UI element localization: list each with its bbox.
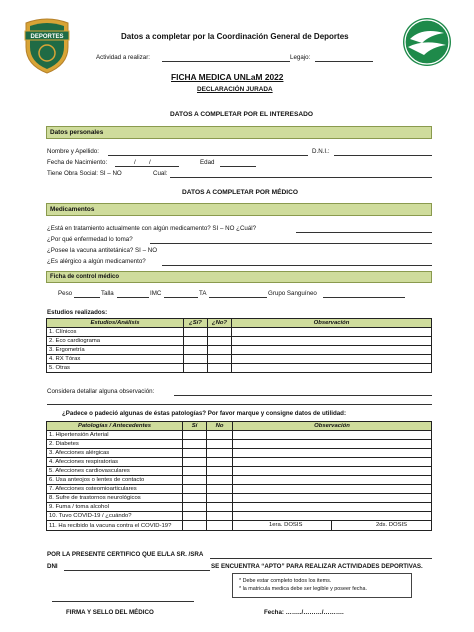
obra-social-label: Tiene Obra Social: SI – NO xyxy=(47,170,122,177)
table-row: 11. Ha recibido la vacuna contra el COVID-19? 1era. DOSIS 2ds. DOSIS xyxy=(47,521,432,531)
ta-field[interactable] xyxy=(209,297,267,298)
note-1: * Debe estar completo todos los items. xyxy=(239,578,332,584)
antitetanica-question: ¿Posee la vacuna antitetánica? SI – NO xyxy=(47,247,158,254)
deportes-logo xyxy=(22,17,72,75)
header-title: Datos a completar por la Coordinación General de Deportes xyxy=(121,32,349,41)
table-row: 7. Afecciones osteomioarticulares xyxy=(47,485,432,494)
medico-title: DATOS A COMPLETAR POR MÉDICO xyxy=(182,189,299,196)
cual-field[interactable] xyxy=(170,177,432,178)
enfermedad-question: ¿Por qué enfermedad lo toma? xyxy=(47,236,133,243)
apto-text: SE ENCUENTRA “APTO” PARA REALIZAR ACTIVIDADES DEPORTIVAS. xyxy=(211,563,423,570)
firma-line[interactable] xyxy=(52,601,194,602)
doc-title: FICHA MEDICA UNLaM 2022 xyxy=(171,72,284,82)
legajo-field[interactable] xyxy=(315,61,373,62)
edad-field[interactable] xyxy=(220,166,256,167)
notes-box xyxy=(232,573,412,598)
table-row: 10. Tuvo COVID-19 / ¿cuándo? xyxy=(47,512,432,521)
certifico-label: POR LA PRESENTE CERTIFICO QUE EL/LA SR. /SRA xyxy=(47,551,204,558)
nombre-label: Nombre y Apellido: xyxy=(47,148,99,155)
logo-text: DEPORTES xyxy=(30,34,64,40)
table-row: 2. Diabetes xyxy=(47,440,432,449)
observacion-header: Observación xyxy=(232,319,432,328)
cual-label: Cual: xyxy=(153,170,168,177)
patologias-header: Patologías / Antecedentes xyxy=(47,422,183,431)
dni-footer-label: DNI xyxy=(47,563,58,570)
talla-label: Talla xyxy=(101,290,114,297)
medicamento-question: ¿Está en tratamiento actualmente con algún medicamento? SI – NO ¿Cuál? xyxy=(47,225,257,232)
imc-field[interactable] xyxy=(164,297,198,298)
table-row: 4. RX Tórax xyxy=(47,355,432,364)
considera-field-2[interactable] xyxy=(47,404,432,405)
patologias-table xyxy=(46,421,432,531)
actividad-field[interactable] xyxy=(162,61,290,62)
certifico-field[interactable] xyxy=(210,558,432,559)
estudios-label: Estudios realizados: xyxy=(47,309,108,316)
si-header: Sí xyxy=(183,422,207,431)
table-row: 5. Afecciones cardiovasculares xyxy=(47,467,432,476)
table-row: 5. Otras xyxy=(47,364,432,373)
fecha-footer[interactable]: Fecha: ……../………/………. xyxy=(264,609,344,616)
dosis-2[interactable]: 2ds. DOSIS xyxy=(376,522,408,528)
table-row: 3. Ergometría xyxy=(47,346,432,355)
fecha-field[interactable] xyxy=(115,166,179,167)
table-row: 9. Fuma / toma alcohol xyxy=(47,503,432,512)
alergico-question: ¿Es alérgico a algún medicamento? xyxy=(47,258,146,265)
firma-label: FIRMA Y SELLO DEL MÉDICO xyxy=(66,609,154,616)
medicamentos-bar: Medicamentos xyxy=(46,203,432,216)
fecha-label: Fecha de Nacimiento: xyxy=(47,159,108,166)
dosis-1[interactable]: 1era. DOSIS xyxy=(233,521,332,530)
table-row: 1. Hipertensión Arterial xyxy=(47,431,432,440)
peso-field[interactable] xyxy=(74,297,100,298)
dni-label: D.N.I.: xyxy=(312,148,330,155)
dni-footer-field[interactable] xyxy=(64,570,210,571)
alergico-field[interactable] xyxy=(162,265,432,266)
considera-field[interactable] xyxy=(174,395,432,396)
doc-subtitle: DECLARACIÓN JURADA xyxy=(197,86,273,93)
interesado-title: DATOS A COMPLETAR POR EL INTERESADO xyxy=(170,111,313,118)
imc-label: IMC xyxy=(150,290,162,297)
fecha-sep-2: / xyxy=(149,159,151,166)
unlam-logo xyxy=(400,17,454,67)
medicamento-field[interactable] xyxy=(296,232,432,233)
note-2: * la matricula medica debe ser legible y poseer fecha. xyxy=(239,586,367,592)
actividad-label: Actividad a realizar: xyxy=(96,54,150,61)
ta-label: TA xyxy=(199,290,207,297)
si-header: ¿Sí? xyxy=(184,319,208,328)
grupo-label: Grupo Sanguíneo xyxy=(268,290,317,297)
peso-label: Peso xyxy=(58,290,73,297)
control-medico-bar: Ficha de control médico xyxy=(46,271,432,283)
table-row: 8. Sufre de trastornos neurológicos xyxy=(47,494,432,503)
fecha-sep-1: / xyxy=(134,159,136,166)
table-row: 6. Usa anteojos o lentes de contacto xyxy=(47,476,432,485)
no-header: No xyxy=(207,422,233,431)
enfermedad-field[interactable] xyxy=(150,243,432,244)
table-row: 4. Afecciones respiratorias xyxy=(47,458,432,467)
estudios-header: Estudios/Análisis xyxy=(47,319,184,328)
table-row: 3. Afecciones alérgicas xyxy=(47,449,432,458)
talla-field[interactable] xyxy=(117,297,149,298)
datos-personales-bar: Datos personales xyxy=(46,126,432,139)
edad-label: Edad xyxy=(200,159,215,166)
grupo-field[interactable] xyxy=(323,297,405,298)
legajo-label: Legajo: xyxy=(290,54,311,61)
considera-label: Considera detallar alguna observación: xyxy=(47,388,155,395)
dni-field[interactable] xyxy=(334,155,432,156)
estudios-table xyxy=(46,318,432,373)
table-row: 1. Clínicos xyxy=(47,328,432,337)
table-row: 2. Eco cardiograma xyxy=(47,337,432,346)
no-header: ¿No? xyxy=(208,319,232,328)
observacion-header: Observación xyxy=(233,422,432,431)
nombre-field[interactable] xyxy=(108,155,308,156)
patologias-question: ¿Padece o padeció algunas de éstas patologías? Por favor marque y consigne datos de utilidad: xyxy=(62,410,347,417)
